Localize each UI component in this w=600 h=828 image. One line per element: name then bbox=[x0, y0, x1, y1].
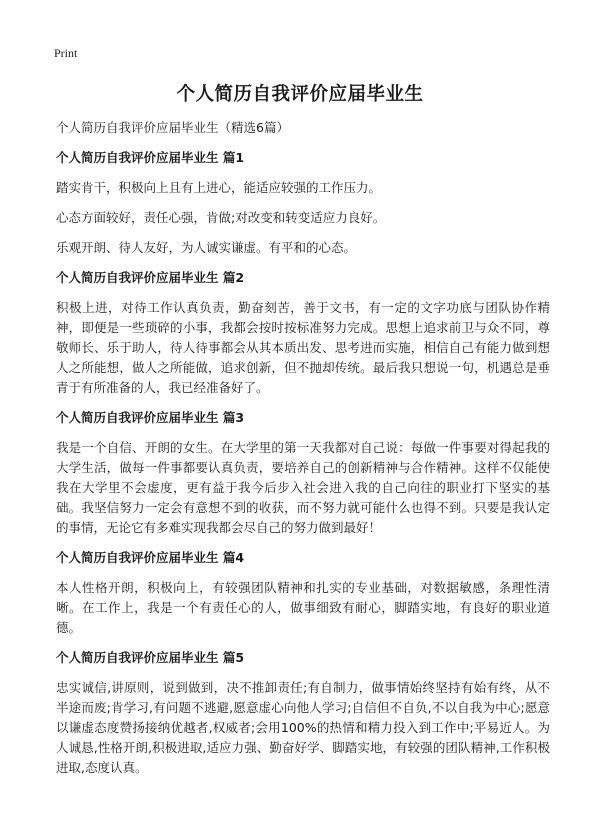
section-1 bbox=[56, 148, 550, 258]
paragraph: 积极上进，对待工作认真负责，勤奋刻苦，善于文书，有一定的文字功底与团队协作精神，即便是一些琐碎的小事，我都会按时按标准努力完成。思想上追求前卫与众不同，尊敬师长、乐于助人，待人待事都会从其本质出发、思考进而实施，相信自己有能力做到想人之所能想，做人之所能做，追求创新，但不抛却传统。最后我只想说一句，机遇总是垂青于有所准备的人，我已经准备好了。 bbox=[56, 300, 550, 395]
section-heading: 个人简历自我评价应届毕业生 篇5 bbox=[56, 650, 245, 665]
section-heading: 个人简历自我评价应届毕业生 篇3 bbox=[56, 410, 245, 425]
section-2 bbox=[56, 268, 550, 398]
paragraph: 心态方面较好，责任心强，肯做;对改变和转变适应力良好。 bbox=[56, 210, 386, 225]
paragraph: 踏实肯干，积极向上且有上进心，能适应较强的工作压力。 bbox=[56, 180, 382, 195]
section-heading: 个人简历自我评价应届毕业生 篇2 bbox=[56, 270, 245, 285]
paragraph: 忠实诚信,讲原则，说到做到，决不推卸责任;有自制力，做事情始终坚持有始有终，从不半途而废;肯学习,有问题不逃避,愿意虚心向他人学习;自信但不自负,不以自我为中心;愿意以谦虚态度赞扬接纳优越者,权威者;会用100%的热情和精力投入到工作中;平易近人。为人诚恳,性格开朗,积极进取,适应力强、勤奋好学、脚踏实地，有较强的团队精神,工作积极进取,态度认真。 bbox=[56, 680, 550, 775]
paragraph: 乐观开朗、待人友好，为人诚实谦虚。有平和的心态。 bbox=[56, 240, 357, 255]
document-body bbox=[56, 118, 550, 788]
section-heading: 个人简历自我评价应届毕业生 篇1 bbox=[56, 150, 245, 165]
print-label: Print bbox=[54, 46, 78, 60]
section-4 bbox=[56, 548, 550, 638]
document-subtitle: 个人简历自我评价应届毕业生（精选6篇） bbox=[56, 120, 289, 135]
document-title: 个人简历自我评价应届毕业生 bbox=[176, 84, 424, 105]
paragraph: 我是一个自信、开朗的女生。在大学里的第一天我都对自己说：每做一件事要对得起我的大学生活，做每一件事都要认真负责，要培养自己的创新精神与合作精神。这样不仅能使我在大学里不会虚度，更有益于我今后步入社会进入我的自己向往的职业打下坚实的基础。我坚信努力一定会有意想不到的收获，而不努力就可能什么也得不到。只要是我认定的事情，无论它有多难实现我都会尽自己的努力做到最好！ bbox=[56, 440, 550, 535]
section-heading: 个人简历自我评价应届毕业生 篇4 bbox=[56, 550, 245, 565]
section-3 bbox=[56, 408, 550, 538]
paragraph: 本人性格开朗，积极向上，有较强团队精神和扎实的专业基础，对数据敏感，条理性清晰。在工作上，我是一个有责任心的人，做事细致有耐心，脚踏实地，有良好的职业道德。 bbox=[56, 580, 550, 635]
section-5 bbox=[56, 648, 550, 778]
